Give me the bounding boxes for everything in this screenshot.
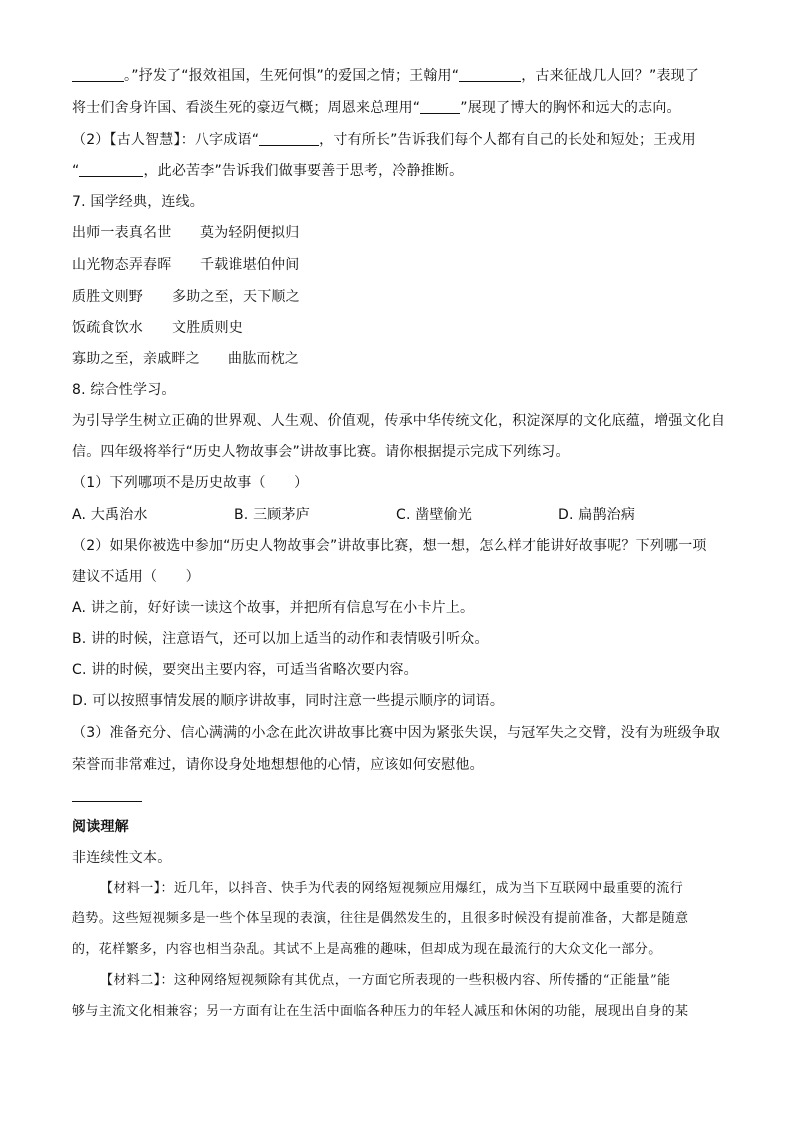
material-1-line-3: 的，花样繁多，内容也相当杂乱。其试不上是高雅的趣味，但却成为现在最流行的大众文化一部分。	[72, 942, 662, 957]
match-left[interactable]: 寡助之至，亲戚畔之	[72, 351, 200, 367]
option-a[interactable]: A. 讲之前，好好读一读这个故事，并把所有信息写在小卡片上。	[72, 600, 475, 616]
section-title: 阅读理解	[72, 819, 129, 835]
option-c[interactable]: C. 凿壁偷光	[396, 507, 473, 523]
q8-sub3-line-2: 荣誉而非常难过，请你设身处地想想他的心情，应该如何安慰他。	[72, 757, 484, 773]
match-right[interactable]: 千载谁堪伯仲间	[200, 257, 300, 273]
match-row	[72, 317, 243, 339]
match-row	[72, 254, 299, 276]
match-right[interactable]: 文胜质则史	[172, 320, 243, 336]
match-left[interactable]: 出师一表真名世	[72, 225, 172, 241]
answer-blank[interactable]	[459, 66, 521, 82]
option-d[interactable]: D. 可以按照事情发展的顺序讲故事，同时注意一些提示顺序的词语。	[72, 693, 505, 709]
answer-blank[interactable]	[72, 66, 124, 82]
option-d[interactable]: D. 扁鹊治病	[558, 507, 636, 523]
section-subtitle: 非连续性文本。	[72, 850, 172, 866]
q6-line-3: （2）【古人智慧】：八字成语“ ，寸有所长”告诉我们每个人都有自己的长处和短处；王戎用	[72, 132, 696, 148]
option-b[interactable]: B. 讲的时候，注意语气，还可以加上适当的动作和表情吸引听众。	[72, 631, 489, 647]
q8-sub2-line-1: （2）如果你被选中参加“历史人物故事会”讲故事比赛，想一想，怎么样才能讲好故事呢？下列哪一项	[72, 538, 707, 554]
option-b[interactable]: B. 三顾茅庐	[234, 507, 310, 523]
match-left[interactable]: 饭疏食饮水	[72, 320, 143, 336]
q7-title: 7. 国学经典，连线。	[72, 194, 205, 210]
q8-sub2-line-2: 建议不适用（ ）	[72, 569, 200, 585]
answer-blank[interactable]	[259, 130, 319, 146]
match-right[interactable]: 曲肱而枕之	[228, 351, 299, 367]
material-1-line-2: 趋势。这些短视频多是一些个体呈现的表演，往往是偶然发生的，且很多时候没有提前准备，大都是随意	[72, 911, 689, 926]
q8-sub1: （1）下列哪项不是历史故事（ ）	[72, 475, 309, 491]
q8-intro-line-2: 信。四年级将举行“历史人物故事会”讲故事比赛。请你根据提示完成下列练习。	[72, 444, 570, 460]
q6-line-4: “ ，此必苦李”告诉我们做事要善于思考，冷静推断。	[72, 163, 464, 179]
option-c[interactable]: C. 讲的时候，要突出主要内容，可适当省略次要内容。	[72, 662, 418, 678]
match-row	[72, 348, 299, 370]
q6-line-2: 将士们舍身许国、看淡生死的豪迈气概；周恩来总理用“ ”展现了博大的胸怀和远大的志向。	[72, 100, 681, 116]
q8-sub1-options	[72, 504, 722, 526]
material-2-line-1: 【材料二】：这种网络短视频除有其优点，一方面它所表现的一些积极内容、所传播的“正能量”能	[100, 973, 671, 988]
match-row	[72, 222, 299, 244]
option-a[interactable]: A. 大禹治水	[72, 507, 148, 523]
answer-blank[interactable]	[420, 98, 460, 114]
q6-line-1: 。”抒发了“报效祖国，生死何惧”的爱国之情；王翰用“ ，古来征战几人回？”表现了	[72, 65, 699, 87]
match-right[interactable]: 莫为轻阴便拟归	[200, 225, 300, 241]
match-row	[72, 286, 300, 308]
answer-blank[interactable]	[79, 161, 143, 177]
section-divider	[72, 801, 142, 802]
q8-sub3-line-1: （3）准备充分、信心满满的小念在此次讲故事比赛中因为紧张失误，与冠军失之交臂，没有为班级争取	[72, 725, 721, 741]
material-2-line-2: 够与主流文化相兼容；另一方面有让在生活中面临各种压力的年轻人减压和休闲的功能，展现出自身的某	[72, 1004, 689, 1019]
q8-intro-line-1: 为引导学生树立正确的世界观、人生观、价值观，传承中华传统文化，积淀深厚的文化底蕴，增强文化自	[72, 413, 726, 429]
match-left[interactable]: 质胜文则野	[72, 289, 143, 305]
match-left[interactable]: 山光物态弄春晖	[72, 257, 172, 273]
q8-title: 8. 综合性学习。	[72, 382, 176, 398]
match-right[interactable]: 多助之至，天下顺之	[172, 289, 300, 305]
material-1-line-1: 【材料一】：近几年，以抖音、快手为代表的网络短视频应用爆红，成为当下互联网中最重要的流行	[100, 881, 684, 896]
